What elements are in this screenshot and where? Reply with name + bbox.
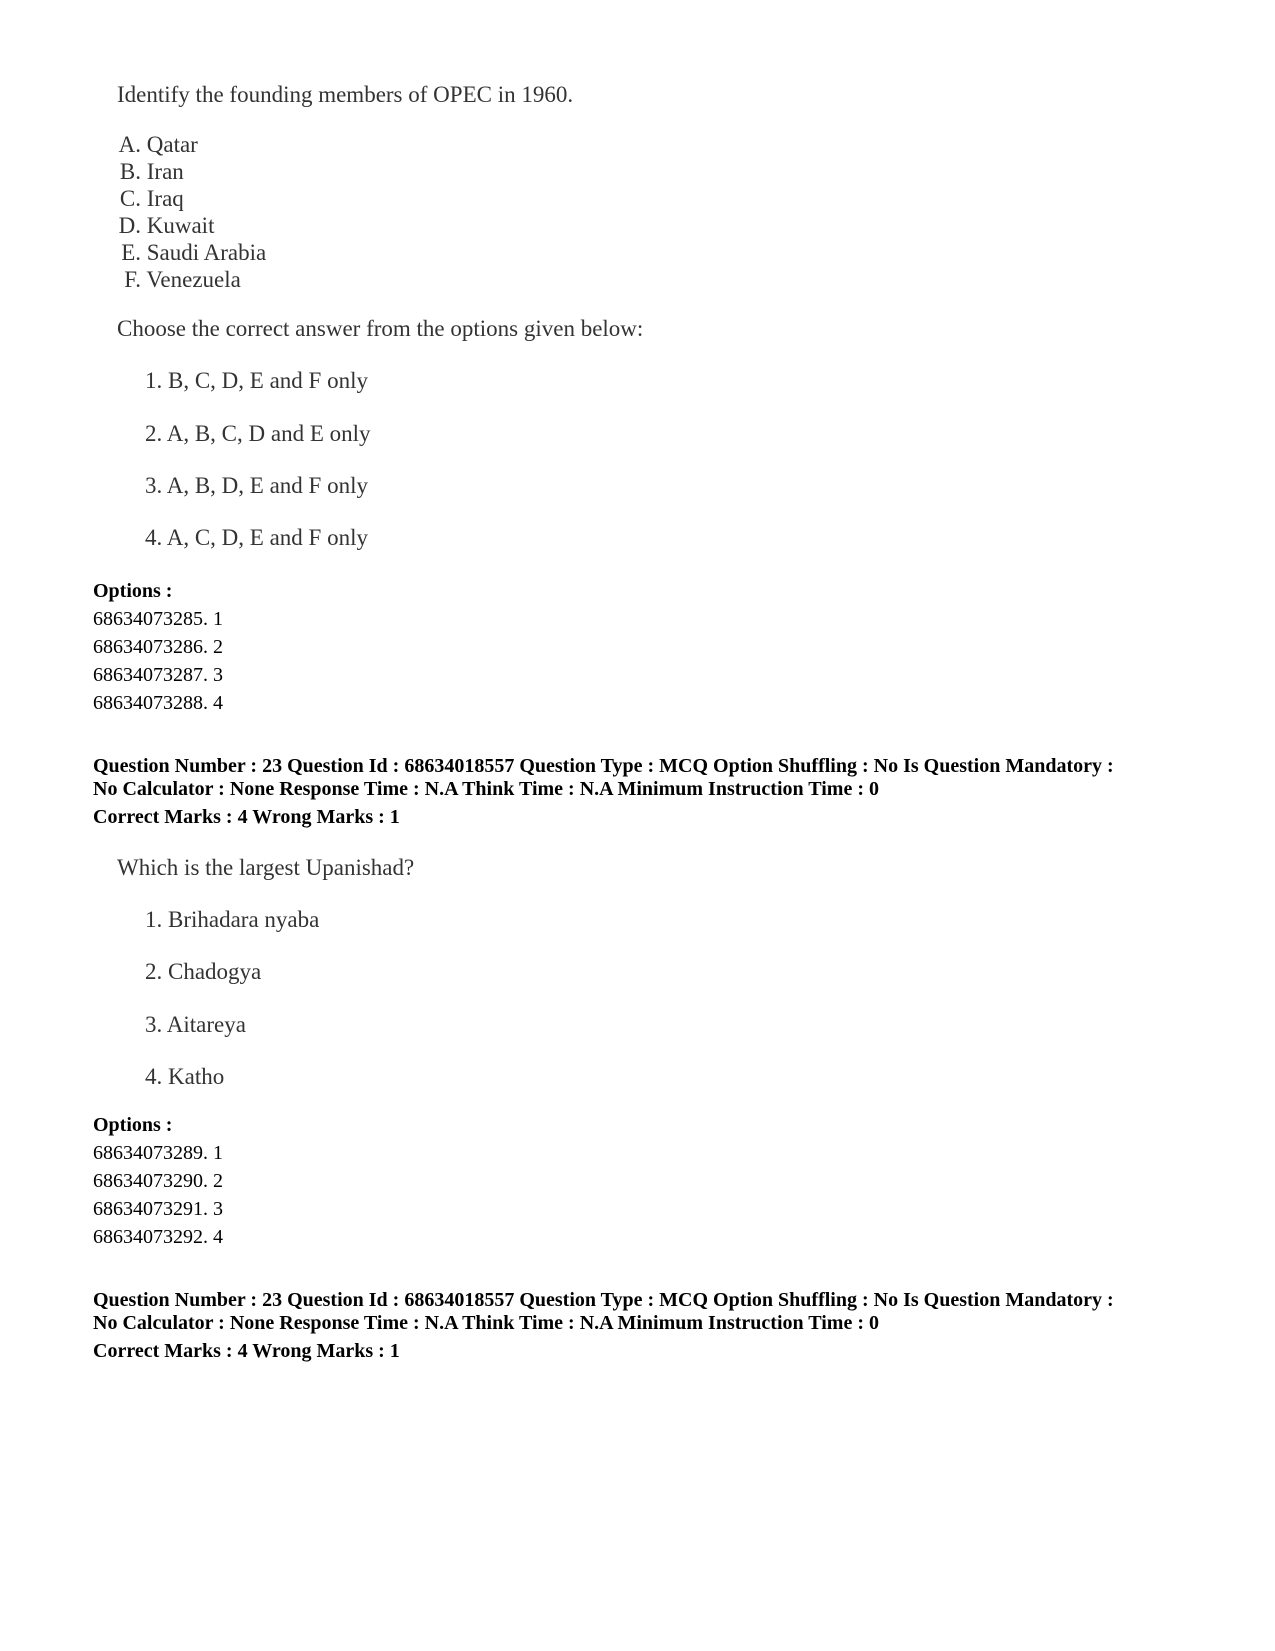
- question-meta-1-line-1: Question Number : 23 Question Id : 68634018557 Question Type : MCQ Option Shuffling : No Is Question Mandatory :: [93, 755, 1114, 777]
- question-2-option-4: 68634073292. 4: [93, 1226, 223, 1248]
- statement-a: [113, 132, 198, 158]
- question-2-option-2: 68634073290. 2: [93, 1170, 223, 1192]
- question-1-choice-3: 3. A, B, D, E and F only: [145, 473, 368, 498]
- question-1-option-1: 68634073285. 1: [93, 608, 223, 630]
- statement-letter: C.: [119, 186, 141, 211]
- statement-text: Iran: [146, 159, 184, 184]
- statement-text: Iraq: [146, 186, 184, 211]
- question-meta-2-line-3: Correct Marks : 4 Wrong Marks : 1: [93, 1340, 400, 1362]
- statement-letter: E.: [121, 240, 141, 265]
- question-1-option-2: 68634073286. 2: [93, 636, 223, 658]
- statement-text: Kuwait: [146, 213, 215, 238]
- question-2-choice-4: 4. Katho: [145, 1064, 225, 1089]
- question-2-choice-2: 2. Chadogya: [145, 959, 262, 984]
- statement-e: [113, 240, 266, 266]
- statement-letter: D.: [118, 213, 141, 238]
- question-1-choice-4: 4. A, C, D, E and F only: [145, 525, 368, 550]
- statement-text: Saudi Arabia: [146, 240, 267, 265]
- statement-letter: F.: [124, 267, 141, 292]
- statement-letter: B.: [119, 159, 141, 184]
- question-meta-2-line-2: No Calculator : None Response Time : N.A Think Time : N.A Minimum Instruction Time : 0: [93, 1312, 879, 1334]
- question-1-text: Identify the founding members of OPEC in 1960.: [117, 82, 574, 107]
- statement-text: Qatar: [146, 132, 198, 157]
- question-1-choice-2: 2. A, B, C, D and E only: [145, 421, 371, 446]
- statement-d: [113, 213, 214, 239]
- question-2-text: Which is the largest Upanishad?: [117, 855, 415, 880]
- question-2-choice-1: 1. Brihadara nyaba: [145, 907, 320, 932]
- question-2-options-label: Options :: [93, 1114, 173, 1136]
- question-meta-2-line-1: Question Number : 23 Question Id : 68634018557 Question Type : MCQ Option Shuffling : No Is Question Mandatory :: [93, 1289, 1114, 1311]
- statement-f: [113, 267, 241, 293]
- question-1-option-3: 68634073287. 3: [93, 664, 223, 686]
- statement-text: Venezuela: [146, 267, 241, 292]
- question-1-instruction: Choose the correct answer from the options given below:: [117, 316, 644, 341]
- statement-letter: A.: [118, 132, 141, 157]
- question-1-options-label: Options :: [93, 580, 173, 602]
- statement-b: [113, 159, 184, 185]
- question-2-choice-3: 3. Aitareya: [145, 1012, 246, 1037]
- question-meta-1-line-2: No Calculator : None Response Time : N.A Think Time : N.A Minimum Instruction Time : 0: [93, 778, 879, 800]
- question-2-option-1: 68634073289. 1: [93, 1142, 223, 1164]
- question-1-choice-1: 1. B, C, D, E and F only: [145, 368, 368, 393]
- question-1-option-4: 68634073288. 4: [93, 692, 223, 714]
- statement-c: [113, 186, 184, 212]
- question-meta-1-line-3: Correct Marks : 4 Wrong Marks : 1: [93, 806, 400, 828]
- question-2-option-3: 68634073291. 3: [93, 1198, 223, 1220]
